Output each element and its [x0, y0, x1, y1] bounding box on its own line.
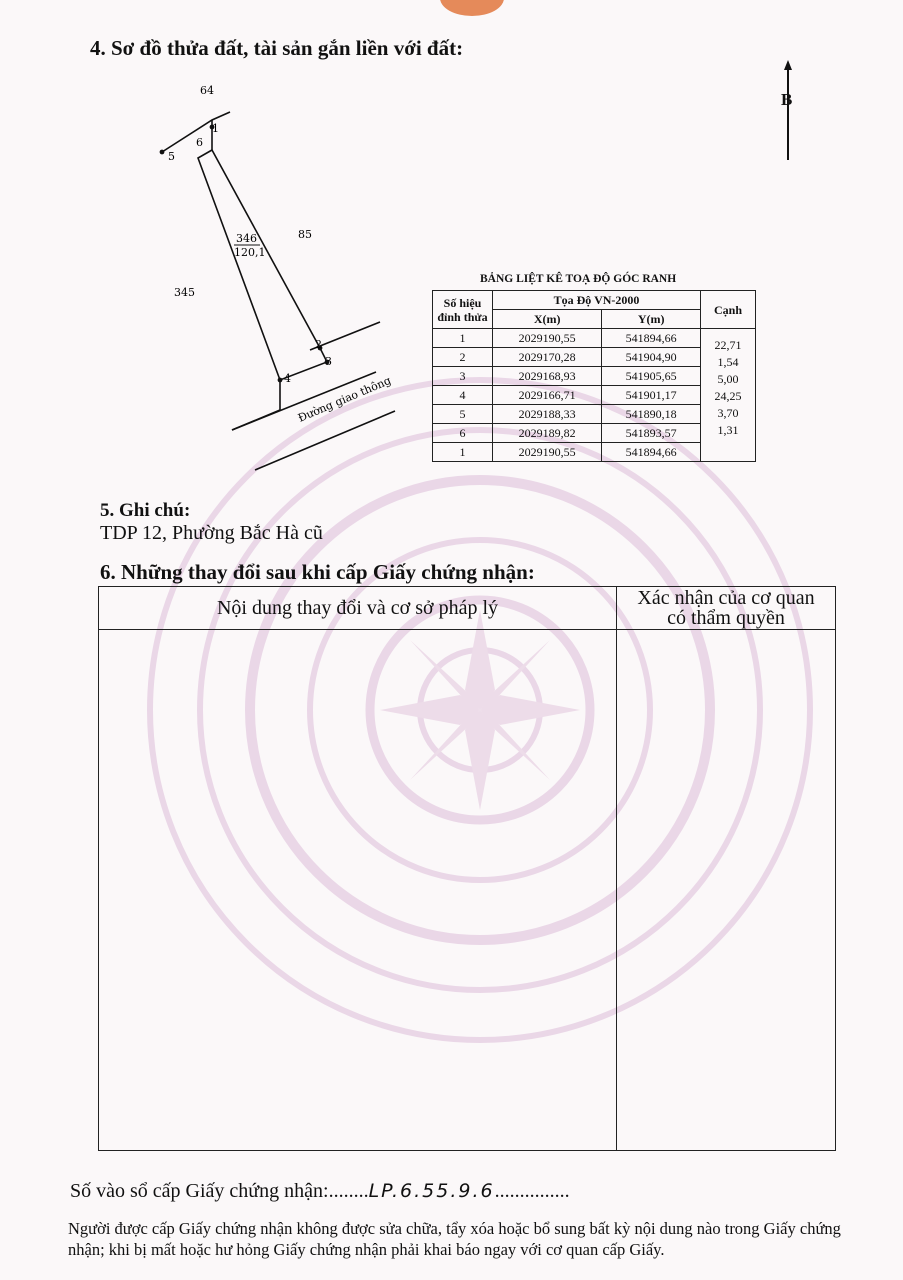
- edge-value: 5,00: [717, 372, 739, 386]
- vertex-3-label: 3: [325, 355, 332, 368]
- cell-x: 2029166,71: [493, 386, 602, 405]
- changes-col-confirm-line2: có thẩm quyền: [667, 607, 785, 629]
- cell-x: 2029190,55: [493, 443, 602, 462]
- coord-table-title: BẢNG LIỆT KÊ TOẠ ĐỘ GÓC RANH: [480, 273, 677, 285]
- edge-value: 22,71: [714, 338, 742, 352]
- header-point: Số hiệu đỉnh thửa: [433, 291, 493, 329]
- registry-label: Số vào sổ cấp Giấy chứng nhận:: [70, 1180, 329, 1202]
- edge-value: 3,70: [717, 406, 739, 420]
- cell-x: 2029190,55: [493, 329, 602, 348]
- cell-point: 2: [433, 348, 493, 367]
- changes-confirm-cell: [617, 630, 836, 1151]
- vertex-1-label: 1: [212, 122, 219, 135]
- cell-x: 2029170,28: [493, 348, 602, 367]
- cell-point: 3: [433, 367, 493, 386]
- parcel-number: 346: [236, 232, 257, 245]
- cell-y: 541905,65: [602, 367, 701, 386]
- edge-value: 24,25: [714, 389, 742, 403]
- changes-content-cell: [99, 630, 617, 1151]
- registry-number: LP.6.55.9.6: [368, 1180, 495, 1202]
- header-y: Y(m): [602, 310, 701, 329]
- cell-point: 4: [433, 386, 493, 405]
- neighbor-left-label: 345: [174, 286, 195, 299]
- notice-text: Người được cấp Giấy chứng nhận không được sửa chữa, tẩy xóa hoặc bổ sung bất kỳ nội dung nào trong Giấy chứng nhận; khi bị mất hoặc hư hỏng Giấy chứng nhận phải khai báo ngay với cơ quan cấp Giấy.: [68, 1219, 841, 1259]
- registry-number-line: [70, 1180, 570, 1203]
- section5-note: TDP 12, Phường Bắc Hà cũ: [100, 522, 323, 544]
- header-x: X(m): [493, 310, 602, 329]
- north-label: B: [781, 90, 793, 109]
- cell-y: 541904,90: [602, 348, 701, 367]
- cell-x: 2029188,33: [493, 405, 602, 424]
- header-system: Tọa Độ VN-2000: [493, 291, 701, 310]
- section5-title: 5. Ghi chú:: [100, 500, 191, 521]
- vertex-2-label: 2: [315, 338, 322, 351]
- north-arrow-icon: [775, 60, 805, 165]
- registry-dots-after: ...............: [494, 1180, 570, 1202]
- registry-dots-before: ........: [328, 1180, 369, 1202]
- neighbor-top-label: 64: [200, 84, 214, 97]
- cell-y: 541894,66: [602, 443, 701, 462]
- neighbor-right-label: 85: [298, 228, 312, 241]
- cell-x: 2029168,93: [493, 367, 602, 386]
- changes-col-confirm: [617, 587, 836, 630]
- edge-cell: [701, 329, 756, 462]
- coord-table: [432, 290, 756, 462]
- parcel-area: 120,1: [234, 246, 266, 259]
- edge-value: 1,31: [717, 423, 739, 437]
- section4-title: 4. Sơ đồ thửa đất, tài sản gắn liền với đất:: [90, 36, 464, 60]
- edge-value: 1,54: [717, 355, 739, 369]
- changes-col-confirm-line1: Xác nhận của cơ quan: [637, 587, 815, 609]
- cell-y: 541890,18: [602, 405, 701, 424]
- vertex-4-label: 4: [284, 372, 291, 385]
- cell-x: 2029189,82: [493, 424, 602, 443]
- cell-y: 541901,17: [602, 386, 701, 405]
- changes-col-content: Nội dung thay đổi và cơ sở pháp lý: [99, 587, 617, 630]
- cell-y: 541894,66: [602, 329, 701, 348]
- table-row: [433, 329, 756, 348]
- cell-point: 1: [433, 443, 493, 462]
- vertex-6-label: 6: [196, 136, 203, 149]
- parcel-sketch: [150, 80, 410, 480]
- changes-table: [98, 586, 836, 1151]
- stamp-fragment: [440, 0, 504, 16]
- cell-point: 6: [433, 424, 493, 443]
- section6-title: 6. Những thay đổi sau khi cấp Giấy chứng nhận:: [100, 560, 535, 584]
- cell-y: 541893,57: [602, 424, 701, 443]
- cell-point: 1: [433, 329, 493, 348]
- road-label: Đường giao thông: [296, 373, 393, 425]
- header-edge: Cạnh: [701, 291, 756, 329]
- cell-point: 5: [433, 405, 493, 424]
- vertex-5-label: 5: [168, 150, 175, 163]
